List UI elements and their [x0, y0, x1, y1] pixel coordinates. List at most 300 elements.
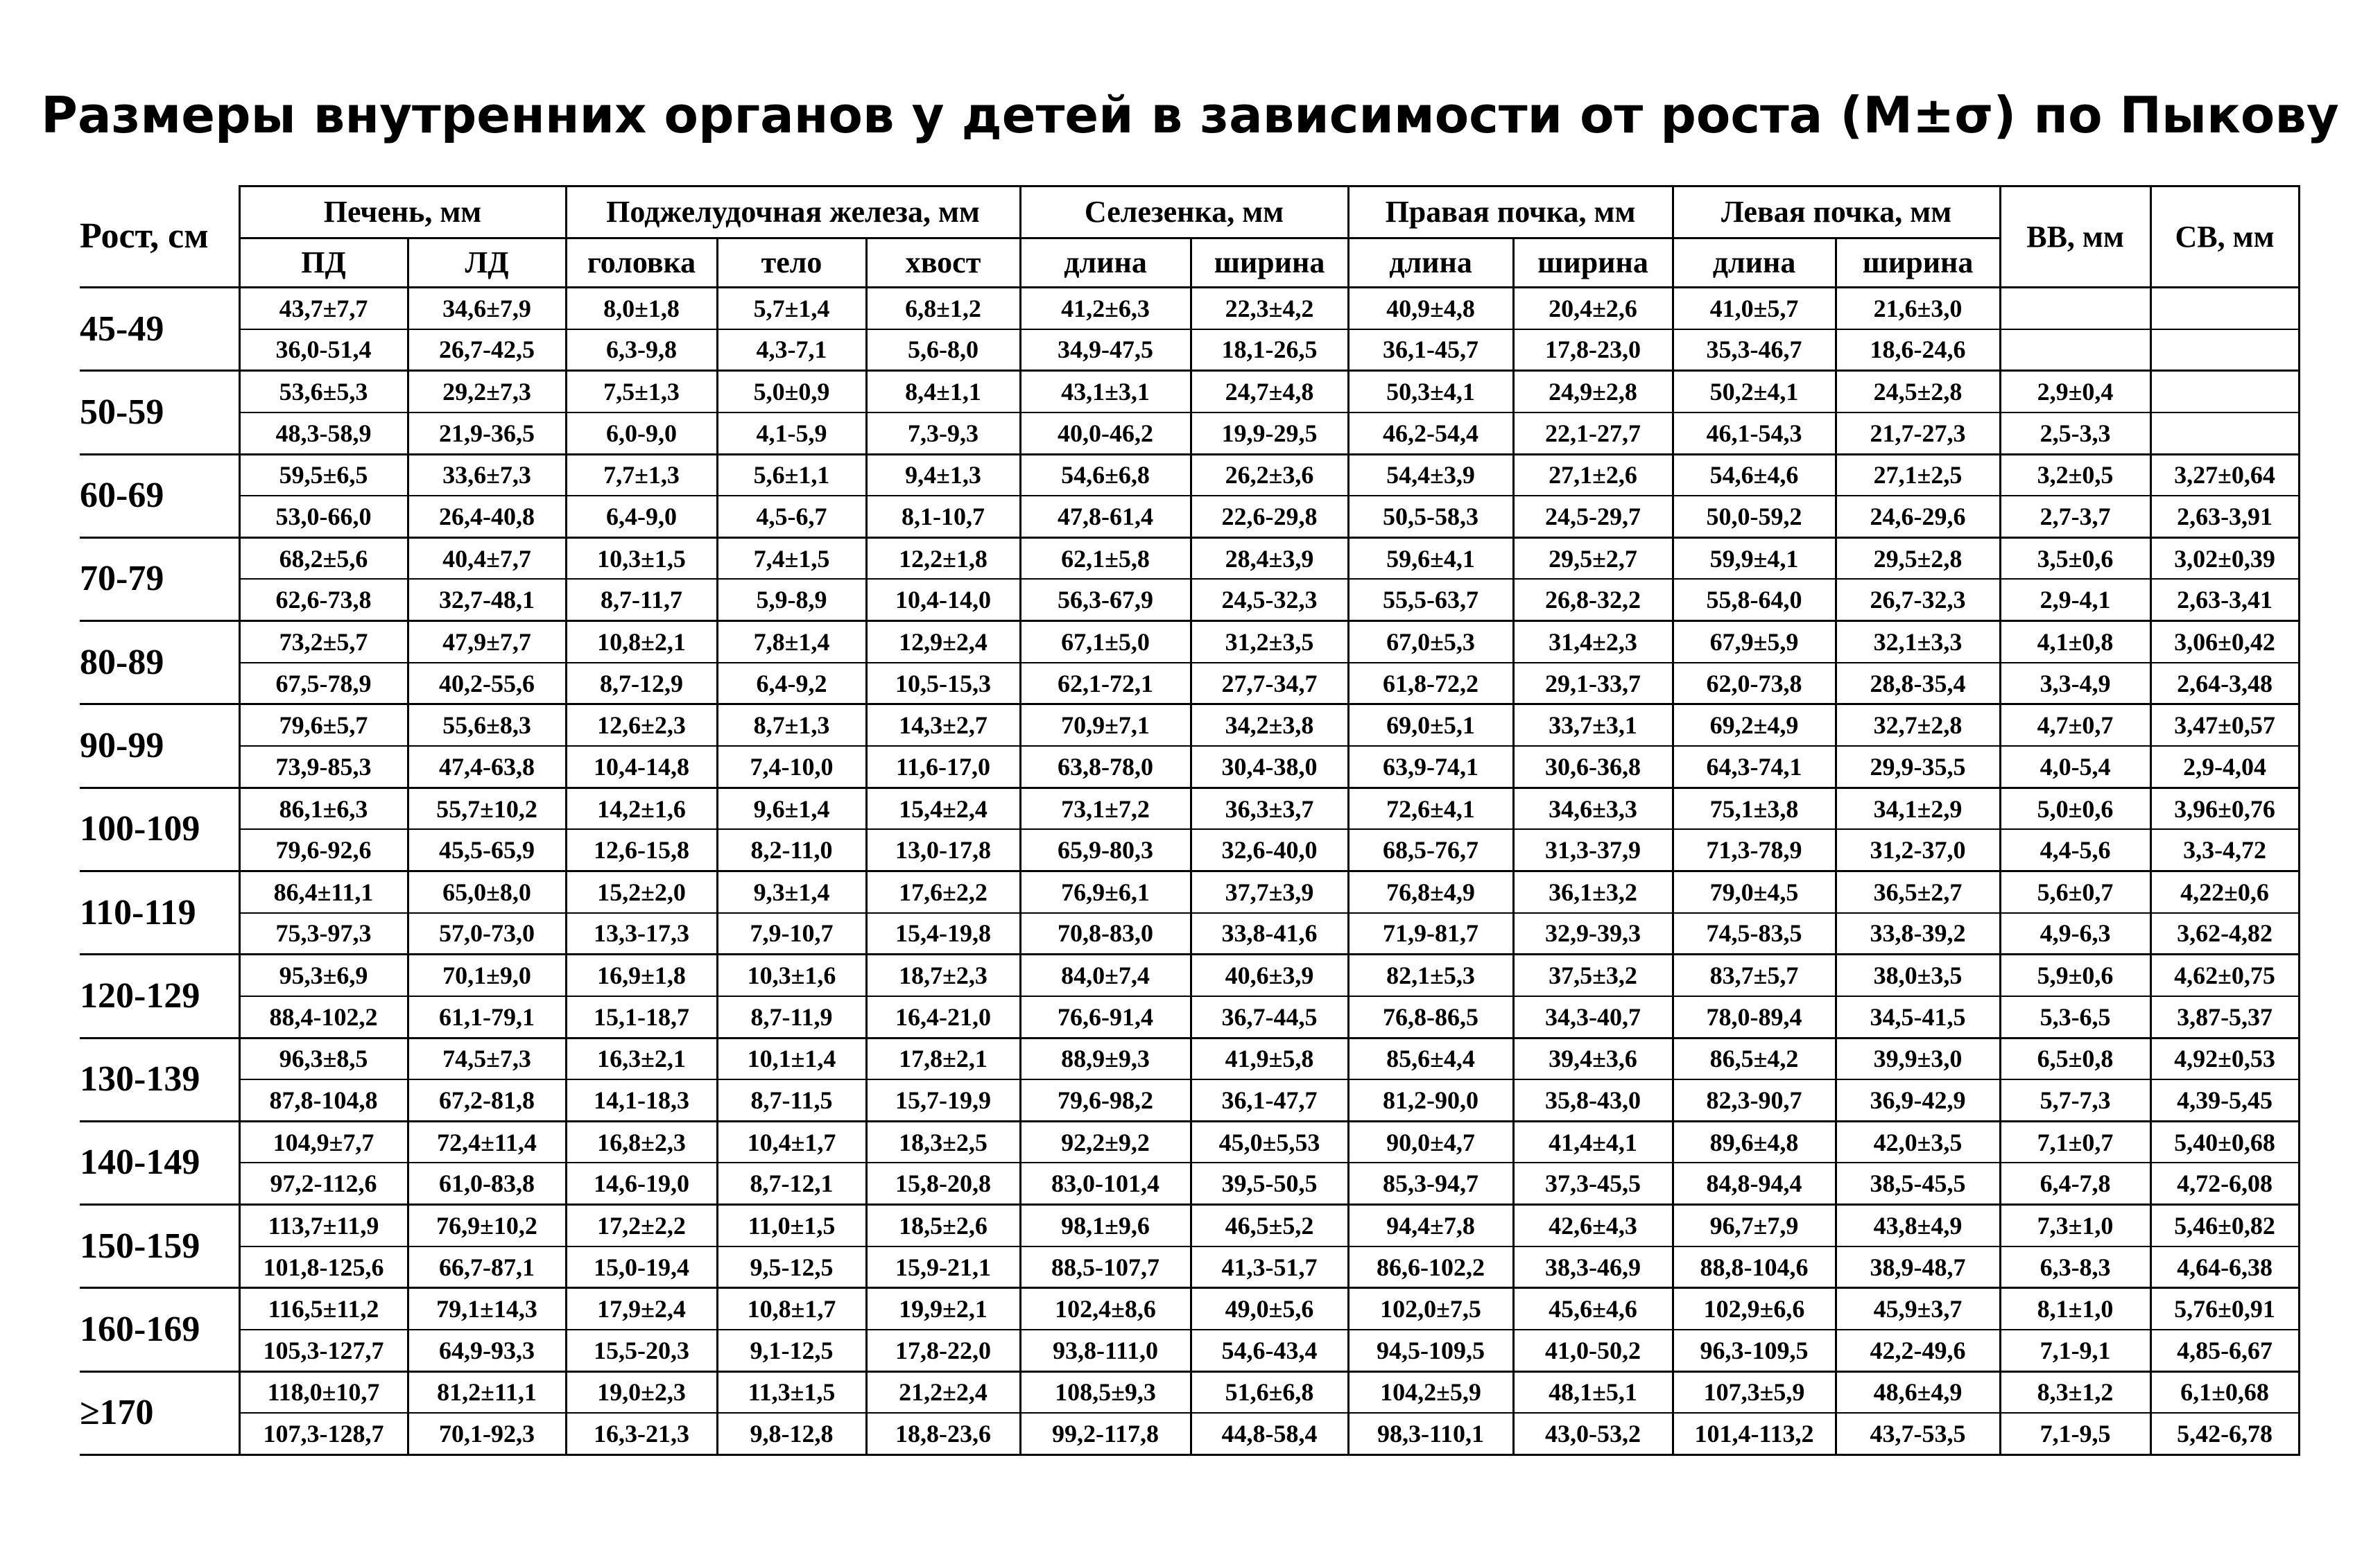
mean-value-cell: 76,9±6,1	[1020, 871, 1191, 912]
mean-value-cell	[2150, 288, 2299, 329]
range-value-cell: 15,9-21,1	[866, 1246, 1020, 1288]
mean-value-cell: 4,92±0,53	[2150, 1038, 2299, 1079]
table-row	[80, 955, 2299, 996]
mean-value-cell: 32,7±2,8	[1836, 704, 2000, 746]
mean-value-cell: 70,1±9,0	[408, 955, 566, 996]
mean-value-cell: 102,0±7,5	[1348, 1288, 1513, 1330]
mean-value-cell: 8,1±1,0	[2000, 1288, 2150, 1330]
mean-value-cell: 96,3±8,5	[239, 1038, 408, 1079]
range-value-cell: 86,6-102,2	[1348, 1246, 1513, 1288]
range-value-cell: 48,3-58,9	[239, 412, 408, 454]
sub-header: длина	[1348, 238, 1513, 288]
mean-value-cell: 83,7±5,7	[1673, 955, 1836, 996]
mean-value-cell: 3,06±0,42	[2150, 621, 2299, 663]
height-range-label: 70-79	[80, 537, 239, 620]
sub-header: тело	[717, 238, 866, 288]
mean-value-cell: 17,8±2,1	[866, 1038, 1020, 1079]
range-value-cell: 6,4-7,8	[2000, 1163, 2150, 1204]
mean-value-cell: 27,1±2,6	[1513, 454, 1673, 496]
range-value-cell: 76,6-91,4	[1020, 996, 1191, 1038]
table-row	[80, 1288, 2299, 1330]
mean-value-cell: 62,1±5,8	[1020, 537, 1191, 579]
mean-value-cell: 32,1±3,3	[1836, 621, 2000, 663]
range-value-cell: 101,4-113,2	[1673, 1413, 1836, 1454]
mean-value-cell: 7,1±0,7	[2000, 1121, 2150, 1163]
table-row	[80, 371, 2299, 412]
height-range-label: 100-109	[80, 788, 239, 871]
left-kidney-group-header: Левая почка, мм	[1673, 186, 2000, 238]
liver-group-header: Печень, мм	[239, 186, 566, 238]
range-value-cell: 79,6-98,2	[1020, 1079, 1191, 1121]
range-value-cell: 62,0-73,8	[1673, 663, 1836, 704]
range-value-cell: 8,7-11,9	[717, 996, 866, 1038]
mean-value-cell: 41,9±5,8	[1191, 1038, 1348, 1079]
range-value-cell: 5,9-8,9	[717, 579, 866, 620]
mean-value-cell: 40,9±4,8	[1348, 288, 1513, 329]
table-row	[80, 704, 2299, 746]
mean-value-cell: 8,0±1,8	[566, 288, 717, 329]
mean-value-cell: 17,2±2,2	[566, 1205, 717, 1246]
mean-value-cell: 67,1±5,0	[1020, 621, 1191, 663]
range-value-cell: 16,3-21,3	[566, 1413, 717, 1454]
mean-value-cell: 4,7±0,7	[2000, 704, 2150, 746]
range-value-cell: 43,7-53,5	[1836, 1413, 2000, 1454]
range-value-cell: 43,0-53,2	[1513, 1413, 1673, 1454]
range-value-cell: 7,1-9,5	[2000, 1413, 2150, 1454]
table-row	[80, 913, 2299, 955]
range-value-cell: 39,5-50,5	[1191, 1163, 1348, 1204]
mean-value-cell: 39,9±3,0	[1836, 1038, 2000, 1079]
range-value-cell: 71,9-81,7	[1348, 913, 1513, 955]
table-row	[80, 579, 2299, 620]
range-value-cell: 70,1-92,3	[408, 1413, 566, 1454]
range-value-cell: 99,2-117,8	[1020, 1413, 1191, 1454]
range-value-cell: 75,3-97,3	[239, 913, 408, 955]
height-range-label: 50-59	[80, 371, 239, 454]
mean-value-cell: 29,5±2,8	[1836, 537, 2000, 579]
mean-value-cell: 68,2±5,6	[239, 537, 408, 579]
range-value-cell: 10,5-15,3	[866, 663, 1020, 704]
range-value-cell: 47,4-63,8	[408, 746, 566, 788]
mean-value-cell: 48,6±4,9	[1836, 1371, 2000, 1413]
mean-value-cell: 76,8±4,9	[1348, 871, 1513, 912]
range-value-cell: 88,4-102,2	[239, 996, 408, 1038]
range-value-cell: 8,1-10,7	[866, 496, 1020, 537]
range-value-cell: 85,3-94,7	[1348, 1163, 1513, 1204]
range-value-cell: 38,9-48,7	[1836, 1246, 2000, 1288]
mean-value-cell: 98,1±9,6	[1020, 1205, 1191, 1246]
range-value-cell: 26,8-32,2	[1513, 579, 1673, 620]
range-value-cell: 32,6-40,0	[1191, 829, 1348, 871]
mean-value-cell: 26,2±3,6	[1191, 454, 1348, 496]
range-value-cell: 33,8-41,6	[1191, 913, 1348, 955]
range-value-cell: 66,7-87,1	[408, 1246, 566, 1288]
table-row	[80, 412, 2299, 454]
range-value-cell: 42,2-49,6	[1836, 1330, 2000, 1371]
range-value-cell: 63,9-74,1	[1348, 746, 1513, 788]
mean-value-cell: 82,1±5,3	[1348, 955, 1513, 996]
mean-value-cell: 5,40±0,68	[2150, 1121, 2299, 1163]
mean-value-cell: 14,2±1,6	[566, 788, 717, 829]
mean-value-cell: 37,7±3,9	[1191, 871, 1348, 912]
mean-value-cell: 76,9±10,2	[408, 1205, 566, 1246]
table-row	[80, 871, 2299, 912]
range-value-cell: 2,9-4,1	[2000, 579, 2150, 620]
range-value-cell: 96,3-109,5	[1673, 1330, 1836, 1371]
height-range-label: 140-149	[80, 1121, 239, 1204]
height-range-label: 160-169	[80, 1288, 239, 1371]
right-kidney-group-header: Правая почка, мм	[1348, 186, 1673, 238]
range-value-cell: 3,87-5,37	[2150, 996, 2299, 1038]
bv-column-header: ВВ, мм	[2000, 186, 2150, 288]
range-value-cell: 56,3-67,9	[1020, 579, 1191, 620]
range-value-cell: 88,5-107,7	[1020, 1246, 1191, 1288]
range-value-cell: 97,2-112,6	[239, 1163, 408, 1204]
mean-value-cell: 39,4±3,6	[1513, 1038, 1673, 1079]
range-value-cell: 3,3-4,72	[2150, 829, 2299, 871]
mean-value-cell: 24,9±2,8	[1513, 371, 1673, 412]
range-value-cell: 46,2-54,4	[1348, 412, 1513, 454]
table-row	[80, 329, 2299, 371]
height-range-label: ≥170	[80, 1371, 239, 1454]
range-value-cell: 78,0-89,4	[1673, 996, 1836, 1038]
range-value-cell: 15,5-20,3	[566, 1330, 717, 1371]
mean-value-cell: 118,0±10,7	[239, 1371, 408, 1413]
mean-value-cell: 10,1±1,4	[717, 1038, 866, 1079]
mean-value-cell: 10,3±1,5	[566, 537, 717, 579]
mean-value-cell: 85,6±4,4	[1348, 1038, 1513, 1079]
range-value-cell: 36,0-51,4	[239, 329, 408, 371]
sv-column-header: СВ, мм	[2150, 186, 2299, 288]
sub-header: длина	[1673, 238, 1836, 288]
mean-value-cell: 8,3±1,2	[2000, 1371, 2150, 1413]
mean-value-cell: 51,6±6,8	[1191, 1371, 1348, 1413]
range-value-cell: 4,4-5,6	[2000, 829, 2150, 871]
mean-value-cell: 24,5±2,8	[1836, 371, 2000, 412]
mean-value-cell: 86,1±6,3	[239, 788, 408, 829]
mean-value-cell: 45,0±5,53	[1191, 1121, 1348, 1163]
mean-value-cell: 73,1±7,2	[1020, 788, 1191, 829]
range-value-cell: 9,5-12,5	[717, 1246, 866, 1288]
mean-value-cell: 59,5±6,5	[239, 454, 408, 496]
mean-value-cell: 102,9±6,6	[1673, 1288, 1836, 1330]
range-value-cell: 2,7-3,7	[2000, 496, 2150, 537]
mean-value-cell: 3,2±0,5	[2000, 454, 2150, 496]
mean-value-cell: 18,3±2,5	[866, 1121, 1020, 1163]
mean-value-cell: 17,6±2,2	[866, 871, 1020, 912]
mean-value-cell: 79,6±5,7	[239, 704, 408, 746]
mean-value-cell: 89,6±4,8	[1673, 1121, 1836, 1163]
range-value-cell: 63,8-78,0	[1020, 746, 1191, 788]
mean-value-cell: 41,4±4,1	[1513, 1121, 1673, 1163]
mean-value-cell: 12,2±1,8	[866, 537, 1020, 579]
mean-value-cell: 92,2±9,2	[1020, 1121, 1191, 1163]
range-value-cell: 64,3-74,1	[1673, 746, 1836, 788]
range-value-cell: 64,9-93,3	[408, 1330, 566, 1371]
range-value-cell: 2,64-3,48	[2150, 663, 2299, 704]
mean-value-cell: 65,0±8,0	[408, 871, 566, 912]
mean-value-cell: 16,8±2,3	[566, 1121, 717, 1163]
sub-header: ЛД	[408, 238, 566, 288]
range-value-cell: 15,1-18,7	[566, 996, 717, 1038]
range-value-cell: 67,5-78,9	[239, 663, 408, 704]
range-value-cell: 3,3-4,9	[2000, 663, 2150, 704]
sub-header: ширина	[1191, 238, 1348, 288]
mean-value-cell: 75,1±3,8	[1673, 788, 1836, 829]
mean-value-cell: 50,2±4,1	[1673, 371, 1836, 412]
range-value-cell: 32,7-48,1	[408, 579, 566, 620]
mean-value-cell: 40,6±3,9	[1191, 955, 1348, 996]
mean-value-cell: 47,9±7,7	[408, 621, 566, 663]
mean-value-cell: 95,3±6,9	[239, 955, 408, 996]
mean-value-cell: 7,8±1,4	[717, 621, 866, 663]
mean-value-cell: 40,4±7,7	[408, 537, 566, 579]
mean-value-cell: 84,0±7,4	[1020, 955, 1191, 996]
range-value-cell: 87,8-104,8	[239, 1079, 408, 1121]
mean-value-cell: 3,02±0,39	[2150, 537, 2299, 579]
range-value-cell: 21,9-36,5	[408, 412, 566, 454]
mean-value-cell: 69,0±5,1	[1348, 704, 1513, 746]
range-value-cell: 34,9-47,5	[1020, 329, 1191, 371]
range-value-cell: 31,2-37,0	[1836, 829, 2000, 871]
range-value-cell: 61,0-83,8	[408, 1163, 566, 1204]
table-row	[80, 1038, 2299, 1079]
mean-value-cell: 8,4±1,1	[866, 371, 1020, 412]
range-value-cell: 41,0-50,2	[1513, 1330, 1673, 1371]
range-value-cell: 55,5-63,7	[1348, 579, 1513, 620]
mean-value-cell: 6,5±0,8	[2000, 1038, 2150, 1079]
mean-value-cell: 14,3±2,7	[866, 704, 1020, 746]
range-value-cell: 67,2-81,8	[408, 1079, 566, 1121]
range-value-cell: 26,4-40,8	[408, 496, 566, 537]
range-value-cell: 94,5-109,5	[1348, 1330, 1513, 1371]
range-value-cell: 22,6-29,8	[1191, 496, 1348, 537]
range-value-cell: 10,4-14,8	[566, 746, 717, 788]
table-row	[80, 1205, 2299, 1246]
mean-value-cell: 7,5±1,3	[566, 371, 717, 412]
range-value-cell: 34,3-40,7	[1513, 996, 1673, 1038]
range-value-cell: 70,8-83,0	[1020, 913, 1191, 955]
range-value-cell	[2150, 329, 2299, 371]
mean-value-cell: 54,6±4,6	[1673, 454, 1836, 496]
mean-value-cell: 90,0±4,7	[1348, 1121, 1513, 1163]
range-value-cell: 4,85-6,67	[2150, 1330, 2299, 1371]
table-row	[80, 454, 2299, 496]
range-value-cell: 2,5-3,3	[2000, 412, 2150, 454]
mean-value-cell: 21,2±2,4	[866, 1371, 1020, 1413]
range-value-cell: 14,6-19,0	[566, 1163, 717, 1204]
range-value-cell: 88,8-104,6	[1673, 1246, 1836, 1288]
range-value-cell: 16,4-21,0	[866, 996, 1020, 1038]
range-value-cell: 74,5-83,5	[1673, 913, 1836, 955]
mean-value-cell: 38,0±3,5	[1836, 955, 2000, 996]
height-column-header: Рост, см	[80, 186, 239, 288]
mean-value-cell: 12,6±2,3	[566, 704, 717, 746]
range-value-cell: 93,8-111,0	[1020, 1330, 1191, 1371]
mean-value-cell: 79,0±4,5	[1673, 871, 1836, 912]
range-value-cell: 5,42-6,78	[2150, 1413, 2299, 1454]
range-value-cell: 19,9-29,5	[1191, 412, 1348, 454]
mean-value-cell: 104,2±5,9	[1348, 1371, 1513, 1413]
mean-value-cell: 31,4±2,3	[1513, 621, 1673, 663]
range-value-cell: 15,0-19,4	[566, 1246, 717, 1288]
sub-header: ПД	[239, 238, 408, 288]
range-value-cell: 15,4-19,8	[866, 913, 1020, 955]
mean-value-cell: 22,3±4,2	[1191, 288, 1348, 329]
mean-value-cell: 45,6±4,6	[1513, 1288, 1673, 1330]
mean-value-cell: 17,9±2,4	[566, 1288, 717, 1330]
range-value-cell: 13,0-17,8	[866, 829, 1020, 871]
spleen-group-header: Селезенка, мм	[1020, 186, 1348, 238]
range-value-cell: 61,1-79,1	[408, 996, 566, 1038]
table-row	[80, 288, 2299, 329]
range-value-cell: 35,8-43,0	[1513, 1079, 1673, 1121]
mean-value-cell: 96,7±7,9	[1673, 1205, 1836, 1246]
range-value-cell: 84,8-94,4	[1673, 1163, 1836, 1204]
mean-value-cell: 53,6±5,3	[239, 371, 408, 412]
table-row	[80, 996, 2299, 1038]
sub-header: ширина	[1836, 238, 2000, 288]
range-value-cell: 37,3-45,5	[1513, 1163, 1673, 1204]
mean-value-cell: 3,5±0,6	[2000, 537, 2150, 579]
range-value-cell: 4,0-5,4	[2000, 746, 2150, 788]
mean-value-cell: 67,9±5,9	[1673, 621, 1836, 663]
range-value-cell: 31,3-37,9	[1513, 829, 1673, 871]
mean-value-cell: 43,1±3,1	[1020, 371, 1191, 412]
mean-value-cell: 5,0±0,9	[717, 371, 866, 412]
mean-value-cell: 4,1±0,8	[2000, 621, 2150, 663]
range-value-cell: 82,3-90,7	[1673, 1079, 1836, 1121]
mean-value-cell: 5,76±0,91	[2150, 1288, 2299, 1330]
range-value-cell: 29,9-35,5	[1836, 746, 2000, 788]
mean-value-cell: 3,96±0,76	[2150, 788, 2299, 829]
mean-value-cell: 9,3±1,4	[717, 871, 866, 912]
range-value-cell: 41,3-51,7	[1191, 1246, 1348, 1288]
mean-value-cell: 16,9±1,8	[566, 955, 717, 996]
range-value-cell: 35,3-46,7	[1673, 329, 1836, 371]
height-range-label: 110-119	[80, 871, 239, 954]
mean-value-cell: 34,6±7,9	[408, 288, 566, 329]
mean-value-cell: 50,3±4,1	[1348, 371, 1513, 412]
mean-value-cell: 19,9±2,1	[866, 1288, 1020, 1330]
range-value-cell: 24,5-32,3	[1191, 579, 1348, 620]
height-range-label: 90-99	[80, 704, 239, 788]
organ-size-table	[80, 185, 2300, 1456]
mean-value-cell: 43,7±7,7	[239, 288, 408, 329]
mean-value-cell: 8,7±1,3	[717, 704, 866, 746]
mean-value-cell: 88,9±9,3	[1020, 1038, 1191, 1079]
range-value-cell: 2,63-3,41	[2150, 579, 2299, 620]
table-row	[80, 829, 2299, 871]
mean-value-cell: 12,9±2,4	[866, 621, 1020, 663]
height-range-label: 60-69	[80, 454, 239, 537]
mean-value-cell: 24,7±4,8	[1191, 371, 1348, 412]
table-row	[80, 621, 2299, 663]
mean-value-cell: 6,1±0,68	[2150, 1371, 2299, 1413]
range-value-cell: 8,2-11,0	[717, 829, 866, 871]
range-value-cell: 18,1-26,5	[1191, 329, 1348, 371]
mean-value-cell: 59,9±4,1	[1673, 537, 1836, 579]
mean-value-cell: 2,9±0,4	[2000, 371, 2150, 412]
range-value-cell: 13,3-17,3	[566, 913, 717, 955]
mean-value-cell: 29,2±7,3	[408, 371, 566, 412]
range-value-cell: 3,62-4,82	[2150, 913, 2299, 955]
mean-value-cell: 42,6±4,3	[1513, 1205, 1673, 1246]
range-value-cell: 9,8-12,8	[717, 1413, 866, 1454]
range-value-cell: 24,5-29,7	[1513, 496, 1673, 537]
table-row	[80, 1371, 2299, 1413]
range-value-cell: 30,4-38,0	[1191, 746, 1348, 788]
range-value-cell: 4,72-6,08	[2150, 1163, 2299, 1204]
mean-value-cell: 36,3±3,7	[1191, 788, 1348, 829]
range-value-cell: 36,1-47,7	[1191, 1079, 1348, 1121]
range-value-cell: 29,1-33,7	[1513, 663, 1673, 704]
range-value-cell: 38,5-45,5	[1836, 1163, 2000, 1204]
range-value-cell: 57,0-73,0	[408, 913, 566, 955]
mean-value-cell: 18,7±2,3	[866, 955, 1020, 996]
mean-value-cell: 31,2±3,5	[1191, 621, 1348, 663]
mean-value-cell: 4,22±0,6	[2150, 871, 2299, 912]
range-value-cell: 17,8-23,0	[1513, 329, 1673, 371]
mean-value-cell: 41,2±6,3	[1020, 288, 1191, 329]
range-value-cell: 76,8-86,5	[1348, 996, 1513, 1038]
range-value-cell: 71,3-78,9	[1673, 829, 1836, 871]
table-body	[80, 288, 2299, 1455]
table-row	[80, 537, 2299, 579]
mean-value-cell: 48,1±5,1	[1513, 1371, 1673, 1413]
mean-value-cell: 43,8±4,9	[1836, 1205, 2000, 1246]
mean-value-cell	[2000, 288, 2150, 329]
mean-value-cell: 18,5±2,6	[866, 1205, 1020, 1246]
range-value-cell: 45,5-65,9	[408, 829, 566, 871]
table-row	[80, 1079, 2299, 1121]
mean-value-cell: 107,3±5,9	[1673, 1371, 1836, 1413]
range-value-cell: 17,8-22,0	[866, 1330, 1020, 1371]
mean-value-cell: 10,4±1,7	[717, 1121, 866, 1163]
range-value-cell: 22,1-27,7	[1513, 412, 1673, 454]
mean-value-cell: 16,3±2,1	[566, 1038, 717, 1079]
mean-value-cell: 34,1±2,9	[1836, 788, 2000, 829]
mean-value-cell: 94,4±7,8	[1348, 1205, 1513, 1246]
range-value-cell: 6,3-9,8	[566, 329, 717, 371]
mean-value-cell: 20,4±2,6	[1513, 288, 1673, 329]
range-value-cell: 8,7-12,9	[566, 663, 717, 704]
mean-value-cell: 7,4±1,5	[717, 537, 866, 579]
mean-value-cell: 104,9±7,7	[239, 1121, 408, 1163]
mean-value-cell	[2150, 371, 2299, 412]
mean-value-cell: 55,6±8,3	[408, 704, 566, 746]
range-value-cell: 68,5-76,7	[1348, 829, 1513, 871]
mean-value-cell: 5,6±1,1	[717, 454, 866, 496]
mean-value-cell: 7,3±1,0	[2000, 1205, 2150, 1246]
mean-value-cell: 55,7±10,2	[408, 788, 566, 829]
range-value-cell: 2,9-4,04	[2150, 746, 2299, 788]
range-value-cell: 6,4-9,2	[717, 663, 866, 704]
table-row	[80, 746, 2299, 788]
mean-value-cell: 21,6±3,0	[1836, 288, 2000, 329]
range-value-cell: 53,0-66,0	[239, 496, 408, 537]
range-value-cell: 44,8-58,4	[1191, 1413, 1348, 1454]
range-value-cell: 54,6-43,4	[1191, 1330, 1348, 1371]
table-row	[80, 1413, 2299, 1454]
pancreas-group-header: Поджелудочная железа, мм	[566, 186, 1020, 238]
mean-value-cell: 5,0±0,6	[2000, 788, 2150, 829]
mean-value-cell: 6,8±1,2	[866, 288, 1020, 329]
range-value-cell: 30,6-36,8	[1513, 746, 1673, 788]
mean-value-cell: 108,5±9,3	[1020, 1371, 1191, 1413]
mean-value-cell: 7,7±1,3	[566, 454, 717, 496]
range-value-cell: 36,1-45,7	[1348, 329, 1513, 371]
